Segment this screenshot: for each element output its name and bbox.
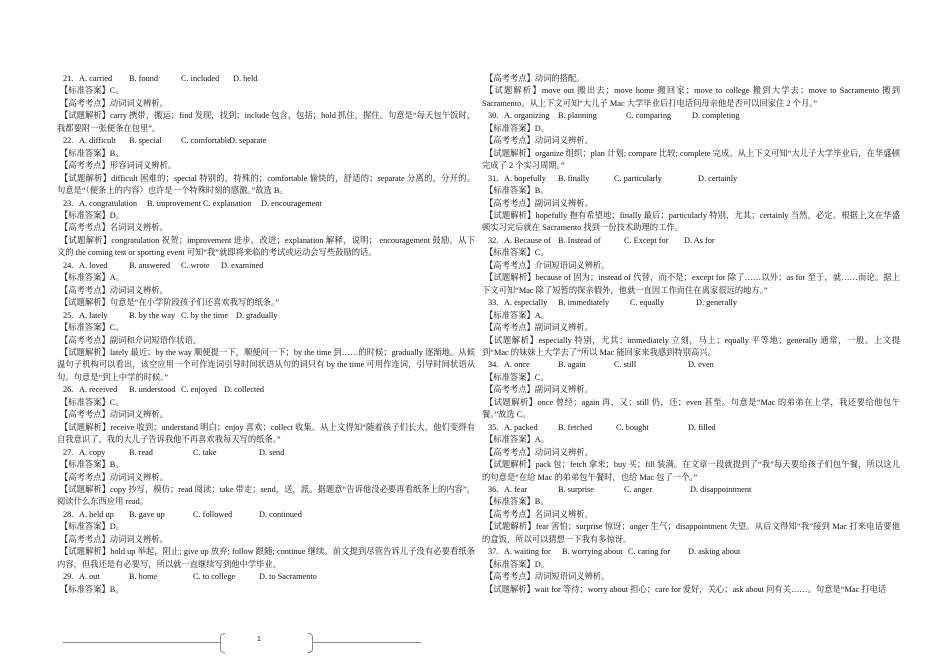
option-c: C. bought <box>616 422 649 432</box>
option-c: C. anger <box>624 484 653 494</box>
standard-answer: 【标准答案】B。 <box>60 584 124 594</box>
option-c: C. included <box>181 74 220 83</box>
option-b: B. worrying about <box>562 547 623 557</box>
question-25 <box>57 310 475 322</box>
option-d: D. even <box>688 360 714 370</box>
analysis: 【试题解析】hopefully 抱有希望地；finally 最后；particularly 特别，尤其；certainly 当然，必定。根据上文在华盛顿实习完后就在 Sacramento 找到一份技术助理的工作。 <box>482 210 900 233</box>
question-number: 27. <box>63 447 74 457</box>
standard-answer: 【标准答案】C。 <box>60 86 124 96</box>
question-number: 34. <box>488 360 499 370</box>
analysis: 【试题解析】because of 因为；instead of 代替，而不是；except for 除了……以外；as for 至于，就……而论。据上下文可知“Mac 除了短暂的探亲假外，他就一直因工作而住在离家很远的地方。” <box>482 273 900 295</box>
standard-answer: 【标准答案】A。 <box>485 310 550 320</box>
exam-point: 【高考考点】副词和介词短语作状语。 <box>60 335 202 345</box>
standard-answer: 【标准答案】B。 <box>485 497 549 507</box>
standard-answer: 【标准答案】A。 <box>485 435 550 445</box>
question-number: 36. <box>488 484 499 494</box>
option-b: B. surprise <box>558 484 594 494</box>
question-number: 35. <box>488 422 499 432</box>
option-a: A. out <box>79 572 100 582</box>
analysis: 【试题解析】difficult 困难的；special 特别的，特殊的；comfortable 愉快的，舒适的；separate 分离的，分开的。句意是“（便条上的内容）也许是一个特殊时刻的感激。”故选 B。 <box>57 173 475 196</box>
analysis: 【试题解析】especially 特别，尤其；immediately 立刻，马上；equally 平等地；generally 通常，一般。上文提到“Mac 的妹妹上大学去了”所以 Mac 能回家来我感到特别高兴。 <box>482 335 900 357</box>
option-b: B. home <box>129 572 158 582</box>
question-number: 32. <box>488 235 499 245</box>
option-d: D. filled <box>688 422 716 432</box>
standard-answer: 【标准答案】D。 <box>60 210 125 220</box>
exam-point: 【高考考点】副词词义辨析。 <box>485 385 593 395</box>
option-b: B. finally <box>558 173 590 183</box>
option-d: D. examined <box>221 260 264 270</box>
question-number: 26. <box>63 385 74 395</box>
analysis: 【试题解析】once 曾经；again 再，又；still 仍，还；even 甚至。句意是“Mac 的弟弟在上学，我还要给他包午餐。”故选 C。 <box>482 397 900 420</box>
exam-point: 【高考考点】动词词义辨析。 <box>60 98 168 108</box>
option-c: C. explanation <box>203 198 252 208</box>
standard-answer: 【标准答案】D。 <box>485 123 550 133</box>
analysis: 【试题解析】carry 携带，搬运；find 发现，找到；include 包含，包括；hold 抓住，握住。句意是“每天包午饭时，我都要附一张便条在包里”。 <box>57 111 475 133</box>
option-c: C. Except for <box>624 235 669 245</box>
option-c: C. still <box>614 360 637 370</box>
option-d: D. send <box>259 447 285 457</box>
question-30 <box>482 110 900 122</box>
standard-answer: 【标准答案】B。 <box>60 148 124 158</box>
option-a: A. loved <box>79 260 108 270</box>
option-a: A. carried <box>79 74 113 83</box>
question-29 <box>57 571 475 583</box>
option-d: D. asking about <box>688 547 741 557</box>
option-d: D. As for <box>684 235 715 245</box>
option-a: A. hopefully <box>504 173 546 183</box>
question-34 <box>482 359 900 371</box>
option-d: D. certainly <box>698 173 738 183</box>
option-b: B. special <box>129 136 162 146</box>
option-a: A. fear <box>504 484 528 494</box>
footer-rule-left <box>63 642 221 643</box>
option-d: D. collected <box>224 385 265 395</box>
question-number: 22. <box>63 136 74 146</box>
analysis: 【试题解析】congratulation 祝贺；improvement 进步，改进；explanation 解释，说明； encouragement 鼓励。从下文的 the coming test or sporting event 可知“我”就即将来临的考试或运动会写些鼓励的话。 <box>57 235 475 258</box>
exam-point: 【高考考点】动词的搭配。 <box>485 74 585 83</box>
right-column <box>482 73 900 596</box>
question-27 <box>57 447 475 459</box>
standard-answer: 【标准答案】C。 <box>485 248 549 258</box>
option-d: D. encouragement <box>261 198 322 208</box>
option-c: C. by the time <box>181 310 229 320</box>
exam-point: 【高考考点】动词词义辨析。 <box>60 285 168 295</box>
option-c: C. particularly <box>614 173 662 183</box>
option-b: B. fetched <box>558 422 593 432</box>
option-a: A. copy <box>79 447 106 457</box>
option-b: B. found <box>129 74 159 83</box>
exam-point: 【高考考点】动词词义辨析。 <box>60 410 168 420</box>
option-b: B. immediately <box>558 298 610 308</box>
option-d: D. generally <box>696 298 738 308</box>
option-d: D. held <box>233 74 258 83</box>
analysis: 【试题解析】copy 抄写，模仿；read 阅读；take 带走；send，送，派。据题意“告诉他没必要再看纸条上的内容”，阅读什么东西应用 read。 <box>57 484 475 507</box>
question-number: 29. <box>63 572 74 582</box>
option-d: D. to Sacramento <box>259 572 317 582</box>
question-36 <box>482 484 900 496</box>
analysis: 【试题解析】organize 组织；plan 计划; compare 比较; complete 完成。从上下文可知“大儿子大学毕业后，在华盛顿完成了 2 个实习周期。” <box>482 148 900 171</box>
question-number: 23. <box>63 198 74 208</box>
standard-answer: 【标准答案】B。 <box>60 460 124 470</box>
standard-answer: 【标准答案】D。 <box>60 522 125 532</box>
analysis: 【试题解析】句意是“在小学阶段孩子们还喜欢我写的纸条。” <box>60 298 279 308</box>
analysis: 【试题解析】fear 害怕；surprise 惊讶；anger 生气；disappointment 失望。从后文得知“我”接到 Mac 打来电话要他的盒饭，所以可以猜想一下我有多惊讶。 <box>482 522 900 544</box>
analysis: 【试题解析】receive 收到；understand 明白；enjoy 喜欢；collect 收集。从上文得知“随着孩子们长大，他们变得有自我意识了，我的大儿子告诉我他不再喜欢我每天写的纸条。” <box>57 422 475 445</box>
option-c: C. comparing <box>626 111 672 121</box>
analysis: 【试题解析】hold up 举起，阻止; give up 放弃; follow 跟随; continue 继续。前文提到尽管告诉儿子没有必要看纸条内容，但我还是有必要写，所以就一直继续写到他中学毕业。 <box>57 547 475 569</box>
option-c: C. take <box>193 447 217 457</box>
analysis: 【试题解析】wait for 等待；worry about 担心；care for 爱好，关心；ask about 问有关……。句意是“Mac 打电话 <box>485 584 887 594</box>
option-b: B. answered <box>129 260 171 270</box>
question-number: 21. <box>63 74 74 83</box>
option-c: C. to college <box>193 572 236 582</box>
exam-point: 【高考考点】动词词义辨析。 <box>485 136 593 146</box>
exam-point: 【高考考点】副词词义辨析。 <box>485 198 593 208</box>
option-a: A. Because of <box>504 235 551 245</box>
option-a: A. once <box>504 360 530 370</box>
option-d: D. completing <box>692 111 740 121</box>
standard-answer: 【标准答案】D。 <box>485 559 550 569</box>
exam-point: 【高考考点】副词词义辨析。 <box>485 323 593 333</box>
option-c: C. comfortable <box>181 136 231 146</box>
left-column <box>57 73 475 596</box>
option-b: B. gave up <box>129 509 165 519</box>
option-a: A. difficult <box>79 136 116 146</box>
question-26 <box>57 384 475 396</box>
question-number: 28. <box>63 509 74 519</box>
option-c: C. enjoyed <box>181 385 217 395</box>
option-b: B. improvement <box>147 198 201 208</box>
option-a: A. held up <box>79 509 114 519</box>
option-b: B. Instead of <box>558 235 601 245</box>
option-d: D. continued <box>259 509 302 519</box>
standard-answer: 【标准答案】B。 <box>485 186 549 196</box>
option-a: A. congratulation <box>79 198 138 208</box>
question-number: 30. <box>488 111 499 121</box>
question-number: 33. <box>488 298 499 308</box>
question-32 <box>482 235 900 247</box>
option-c: C. caring for <box>628 547 671 557</box>
page-number: 1 <box>257 636 261 643</box>
option-b: B. by the way <box>129 310 176 320</box>
exam-point: 【高考考点】动词短语词义辨析。 <box>485 572 610 582</box>
question-22 <box>57 135 475 147</box>
footer-rule-right <box>313 642 421 643</box>
option-d: D. gradually <box>236 310 278 320</box>
option-a: A. lately <box>79 310 108 320</box>
exam-point: 【高考考点】名词词义辨析。 <box>60 223 168 233</box>
question-number: 31. <box>488 173 499 183</box>
analysis: 【试题解析】pack 包；fetch 拿来；buy 买；fill 装满。在文章一段就提到了“我”每天要给孩子们包午餐，所以这儿的句意是“在给 Mac 的弟弟包午餐时，也给 Mac 包了一个。” <box>482 460 900 482</box>
exam-point: 【高考考点】动词词义辨析。 <box>60 534 168 544</box>
exam-point: 【高考考点】动词词义辨析。 <box>60 472 168 482</box>
option-a: A. waiting for <box>504 547 551 557</box>
question-33 <box>482 297 900 309</box>
option-a: A. organizing <box>504 111 550 121</box>
question-28 <box>57 509 475 521</box>
exam-point: 【高考考点】介词短语词义辨析。 <box>485 260 610 270</box>
option-a: A. packed <box>504 422 538 432</box>
standard-answer: 【标准答案】C。 <box>60 397 124 407</box>
analysis: 【试题解析】move out 搬出去；move home 搬回家；move to college 搬到大学去；move to Sacramento 搬到 Sacramento。从上下文可知“大儿子 Mac 大学毕业后打电话问母亲他是否可以回家住 2 个月。” <box>482 86 900 108</box>
question-21 <box>57 73 475 85</box>
option-d: D. separate <box>229 136 267 146</box>
option-d: D. disappointment <box>690 484 752 494</box>
question-37 <box>482 546 900 558</box>
footer-bracket-left <box>220 633 225 653</box>
analysis: 【试题解析】lately 最近；by the way 顺便提一下，顺便问一下；by the time 到……的时候；gradually 逐渐地。从候温句子机构可以看出，该空应用一个可作连词引导时间状语从句的词只有 by the time 可用作连词，引导时间状语从句。句意是“到上中学的时候。” <box>57 347 475 382</box>
exam-point: 【高考考点】动词词义辨析。 <box>485 447 593 457</box>
option-b: B. understood <box>129 385 176 395</box>
standard-answer: 【标准答案】A。 <box>60 273 125 283</box>
option-a: A. received <box>79 385 118 395</box>
option-a: A. especially <box>504 298 548 308</box>
question-31 <box>482 173 900 185</box>
question-23 <box>57 198 475 210</box>
option-b: B. planning <box>558 111 597 121</box>
option-c: C. followed <box>193 509 233 519</box>
footer-bracket-right <box>308 633 313 653</box>
option-b: B. again <box>558 360 586 370</box>
question-number: 37. <box>488 547 499 557</box>
question-24 <box>57 260 475 272</box>
exam-point: 【高考考点】形容词词义辨析。 <box>60 161 177 171</box>
exam-point: 【高考考点】名词词义辨析。 <box>485 509 593 519</box>
option-b: B. read <box>129 447 153 457</box>
question-number: 25. <box>63 310 74 320</box>
standard-answer: 【标准答案】C。 <box>60 323 124 333</box>
page-footer <box>63 630 413 656</box>
standard-answer: 【标准答案】C。 <box>485 372 549 382</box>
question-number: 24. <box>63 260 74 270</box>
option-c: C. wrote <box>181 260 210 270</box>
option-c: C. equally <box>630 298 665 308</box>
question-35 <box>482 422 900 434</box>
